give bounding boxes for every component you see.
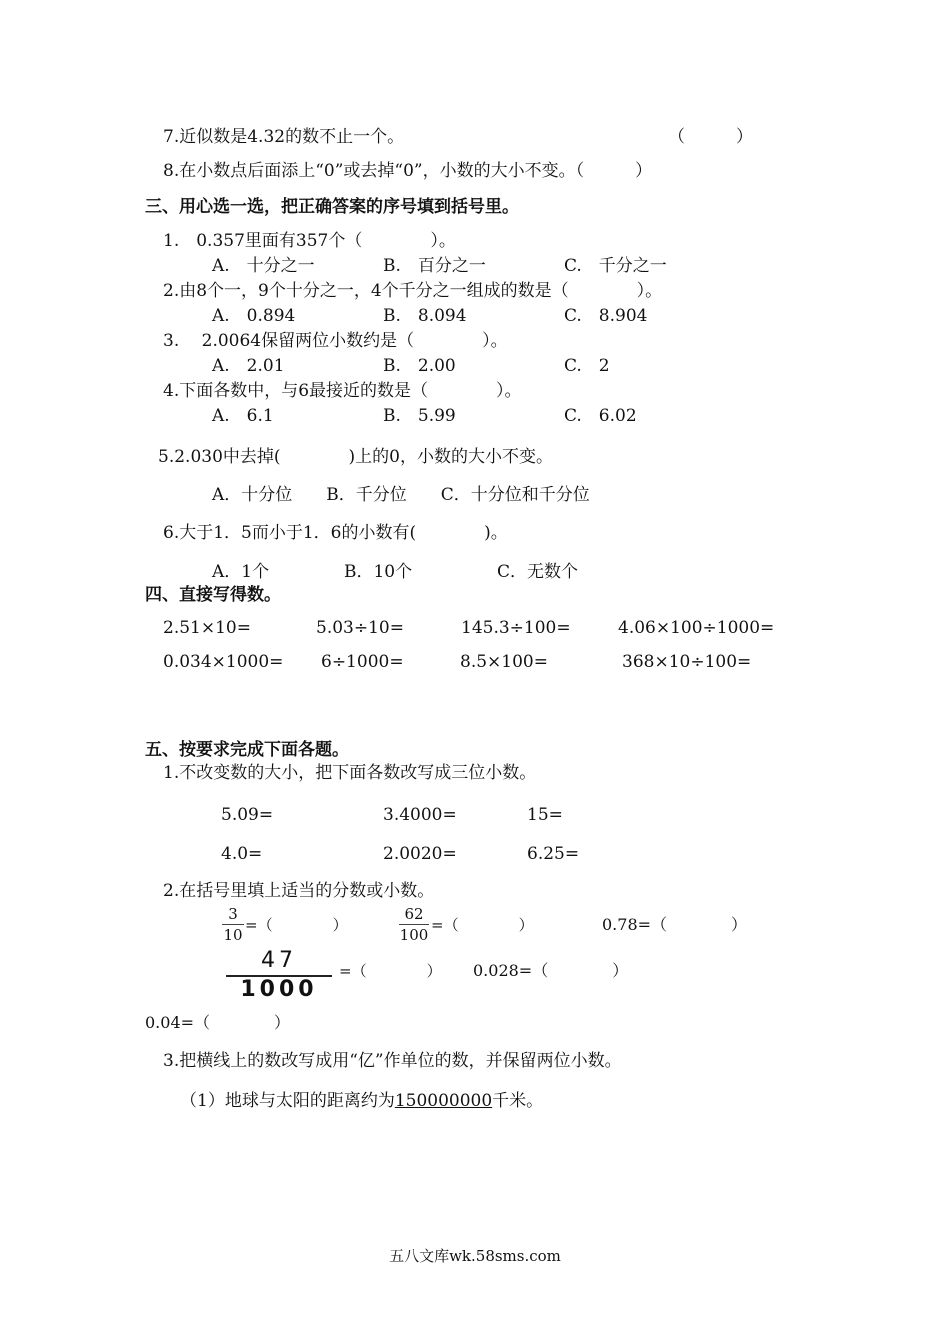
section-heading-3: 三、用心选一选，把正确答案的序号填到括号里。 xyxy=(145,197,519,217)
rewrite-item: 15= xyxy=(527,805,563,825)
calc-item: 4.06×100÷1000= xyxy=(618,618,775,638)
fraction-47-1000 xyxy=(226,950,332,1001)
option-c: C. 6.02 xyxy=(564,406,637,426)
fraction-denominator: 10 xyxy=(223,926,243,944)
answer-blank[interactable]: （ ） xyxy=(668,127,753,147)
rewrite-item: 6.25= xyxy=(527,844,580,864)
option-a: A．1个 xyxy=(212,562,270,582)
option-c: C. 2 xyxy=(564,356,610,376)
answer-blank[interactable]: 0.028=（ ） xyxy=(473,961,629,980)
calc-item: 0.034×1000= xyxy=(163,652,284,672)
options-row: A．十分位 B．千分位 C．十分位和千分位 xyxy=(212,485,590,505)
fraction-numerator: 62 xyxy=(404,905,424,923)
underlined-number: 150000000 xyxy=(394,1091,493,1111)
choice-question-5: 5.2.030中去掉( )上的0，小数的大小不变。 xyxy=(158,447,553,467)
calc-item: 2.51×10= xyxy=(163,618,251,638)
answer-blank[interactable]: =（ ） xyxy=(339,962,442,980)
choice-question-2: 2.由8个一，9个十分之一，4个千分之一组成的数是（ ）。 xyxy=(163,281,663,301)
option-a: A. 0.894 xyxy=(212,306,296,326)
option-a: A. 十分之一 xyxy=(212,256,315,276)
option-b: B. 百分之一 xyxy=(383,256,486,276)
answer-blank[interactable]: =（ ） xyxy=(245,916,348,934)
choice-question-3: 3. 2.0064保留两位小数约是（ ）。 xyxy=(163,331,508,351)
option-a: A. 6.1 xyxy=(212,406,274,426)
task-1: 1.不改变数的大小，把下面各数改写成三位小数。 xyxy=(163,763,537,783)
answer-blank[interactable]: 0.04=（ ） xyxy=(145,1013,291,1032)
choice-question-4: 4.下面各数中，与6最接近的数是（ ）。 xyxy=(163,381,522,401)
calc-item: 145.3÷100= xyxy=(461,618,571,638)
option-c: C. 千分之一 xyxy=(564,256,667,276)
task-3-item-1 xyxy=(180,1090,543,1112)
option-c: C. 8.904 xyxy=(564,306,648,326)
option-c: C．无数个 xyxy=(497,562,579,582)
fraction-denominator: 100 xyxy=(399,926,429,944)
calc-item: 368×10÷100= xyxy=(622,652,752,672)
section-heading-5: 五、按要求完成下面各题。 xyxy=(145,740,349,760)
page-footer: 五八文库wk.58sms.com xyxy=(389,1247,561,1265)
item-text-suffix: 千米。 xyxy=(492,1091,544,1111)
rewrite-item: 5.09= xyxy=(221,805,274,825)
option-a: A. 2.01 xyxy=(212,356,285,376)
fraction-denominator: 1000 xyxy=(240,977,318,1002)
section-heading-4: 四、直接写得数。 xyxy=(145,585,281,605)
fraction-3-10 xyxy=(222,905,244,944)
answer-blank[interactable]: 0.78=（ ） xyxy=(602,915,748,934)
fraction-bar xyxy=(399,924,429,925)
item-text-prefix: （1）地球与太阳的距离约为 xyxy=(180,1091,395,1111)
fraction-numerator: 47 xyxy=(261,948,297,973)
fraction-numerator: 3 xyxy=(228,905,238,923)
true-false-item-8: 8.在小数点后面添上“0”或去掉“0”，小数的大小不变。（ ） xyxy=(163,161,653,181)
rewrite-item: 2.0020= xyxy=(383,844,457,864)
fraction-62-100 xyxy=(399,905,429,944)
task-3: 3.把横线上的数改写成用“亿”作单位的数，并保留两位小数。 xyxy=(163,1051,622,1071)
option-b: B．10个 xyxy=(344,562,413,582)
calc-item: 8.5×100= xyxy=(460,652,548,672)
rewrite-item: 4.0= xyxy=(221,844,263,864)
option-b: B. 5.99 xyxy=(383,406,456,426)
fraction-bar xyxy=(222,924,244,925)
task-2: 2.在括号里填上适当的分数或小数。 xyxy=(163,881,435,901)
answer-blank[interactable]: =（ ） xyxy=(431,916,534,934)
option-b: B. 8.094 xyxy=(383,306,467,326)
option-b: B. 2.00 xyxy=(383,356,456,376)
rewrite-item: 3.4000= xyxy=(383,805,457,825)
choice-question-6: 6.大于1．5而小于1．6的小数有( )。 xyxy=(163,523,508,543)
calc-item: 5.03÷10= xyxy=(316,618,404,638)
true-false-item-7: 7.近似数是4.32的数不止一个。 xyxy=(163,127,405,147)
calc-item: 6÷1000= xyxy=(321,652,404,672)
choice-question-1: 1. 0.357里面有357个（ ）。 xyxy=(163,231,456,251)
